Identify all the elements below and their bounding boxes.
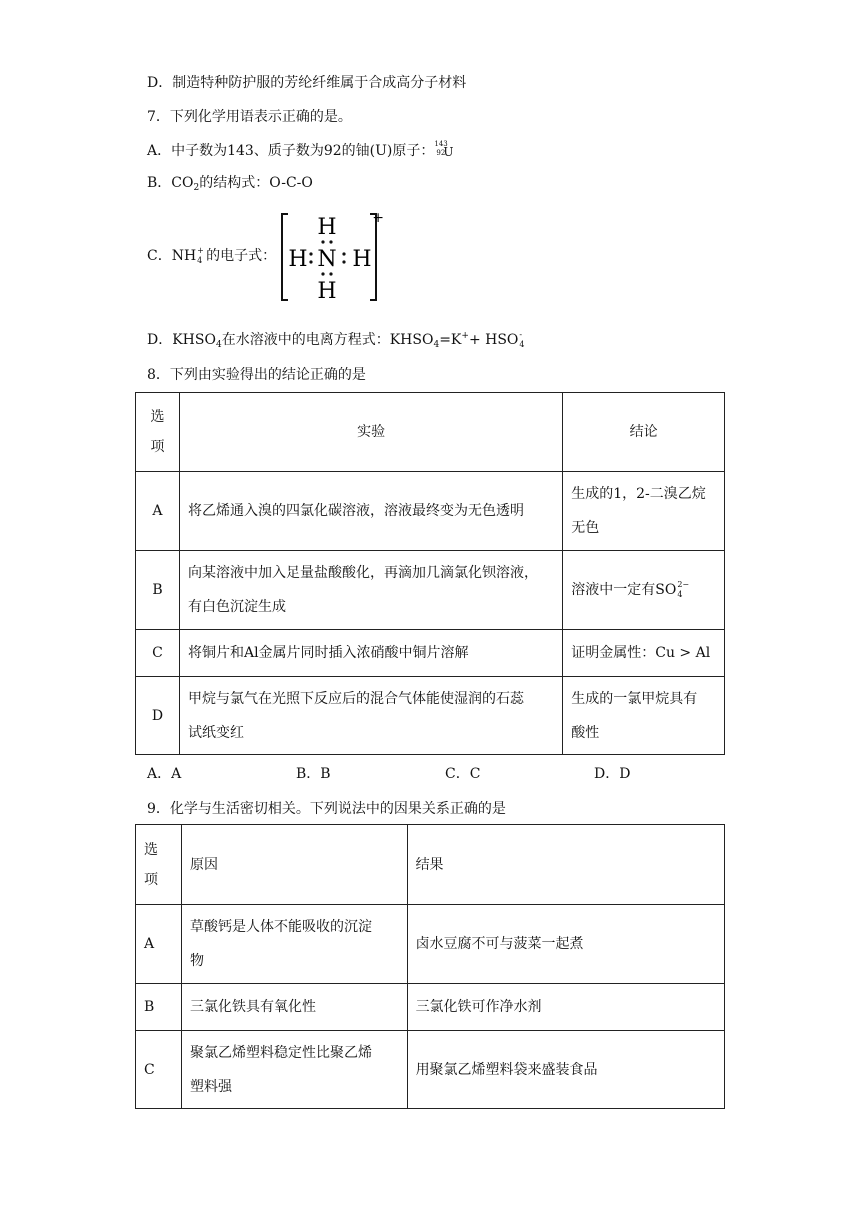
conclusion-line-1: 生成的一氯甲烷具有 <box>571 690 698 707</box>
lewis-h-bottom: H <box>317 279 337 304</box>
row-cause: 三氯化铁具有氧化性 <box>181 984 407 1031</box>
row-conclusion <box>563 551 725 630</box>
header-option <box>136 825 182 905</box>
row-result: 用聚氯乙烯塑料袋来盛装食品 <box>407 1031 724 1109</box>
row-experiment <box>179 551 562 630</box>
ammonium-index <box>196 246 206 266</box>
bisulfate-charge: - <box>519 330 523 339</box>
q7-option-d-sub: 4 <box>215 340 222 350</box>
row-result: 三氯化铁可作净水剂 <box>407 984 724 1031</box>
sulfate-subscript: 4 <box>677 590 683 599</box>
row-conclusion <box>563 677 725 755</box>
q7-option-d-sub2: 4 <box>433 340 440 350</box>
row-conclusion: 证明金属性：Cu > Al <box>563 630 725 677</box>
row-option: D <box>136 677 180 755</box>
q7-option-a-text: A．中子数为143、质子数为92的铀(U)原子： <box>147 143 435 159</box>
element-symbol: U <box>443 145 454 159</box>
row-option: A <box>136 905 182 984</box>
experiment-line-1: 甲烷与氯气在光照下反应后的混合气体能使湿润的石蕊 <box>187 690 524 707</box>
experiment-line-2: 试纸变红 <box>187 724 244 741</box>
table-header-row <box>136 393 725 472</box>
row-experiment <box>179 677 562 755</box>
q7-option-b-post: 的结构式：O-C-O <box>199 175 313 191</box>
ammonium-subscript: 4 <box>197 256 203 265</box>
cause-line-1: 草酸钙是人体不能吸收的沉淀 <box>189 919 372 935</box>
q7-option-c <box>147 246 276 266</box>
experiment-line-1: 向某溶液中加入足量盐酸酸化，再滴加几滴氯化钡溶液， <box>187 565 538 581</box>
q7-option-d-mid: 在水溶液中的电离方程式：KHSO <box>221 332 434 348</box>
lewis-h-left: H <box>288 247 308 272</box>
row-result: 卤水豆腐不可与菠菜一起煮 <box>407 905 724 984</box>
row-option: A <box>136 472 180 551</box>
table-row <box>136 1031 725 1109</box>
header-conclusion: 结论 <box>563 393 725 472</box>
row-option: B <box>136 551 180 630</box>
q7-option-d-pre: D．KHSO <box>147 332 216 348</box>
row-conclusion <box>563 472 725 551</box>
q7-option-d-plus: + HSO <box>468 332 519 348</box>
q7-option-a <box>147 140 454 161</box>
row-cause <box>181 1031 407 1109</box>
conclusion-line-1: 溶液中一定有SO <box>571 582 677 598</box>
cause-line-2: 塑料强 <box>189 1078 232 1095</box>
experiment-line-2: 有白色沉淀生成 <box>187 599 286 615</box>
lewis-n-center: N <box>317 247 337 272</box>
row-experiment: 将铜片和Al金属片同时插入浓硝酸中铜片溶解 <box>179 630 562 677</box>
row-option: C <box>136 630 180 677</box>
table-row <box>136 551 725 630</box>
q8-choice-d: D．D <box>594 766 631 782</box>
header-cause: 原因 <box>181 825 407 905</box>
q8-choice-b: B．B <box>296 766 331 782</box>
q7-option-c-pre: C．NH <box>147 248 197 264</box>
q7-stem: 7．下列化学用语表示正确的是。 <box>147 109 352 125</box>
conclusion-line-1: 生成的1，2-二溴乙烷 <box>571 486 706 502</box>
conclusion-line-2: 无色 <box>571 520 600 536</box>
header-option-b: 项 <box>144 871 158 888</box>
table-header-row <box>136 825 725 905</box>
uranium-nuclide-symbol <box>434 140 454 161</box>
ammonium-charge: + <box>197 246 204 255</box>
header-option-a: 选 <box>144 841 158 858</box>
header-experiment: 实验 <box>179 393 562 472</box>
header-result: 结果 <box>407 825 724 905</box>
q7-option-d <box>147 326 528 355</box>
q7-option-b <box>147 173 313 198</box>
lewis-charge: + <box>372 210 384 226</box>
q7-option-d-sup: + <box>461 331 469 341</box>
q9-table <box>135 824 725 1109</box>
row-cause <box>181 905 407 984</box>
table-row <box>136 984 725 1031</box>
row-option: B <box>136 984 182 1031</box>
bisulfate-index <box>518 330 528 350</box>
lewis-h-top: H <box>317 215 337 240</box>
header-option-b: 项 <box>150 439 165 455</box>
row-option: C <box>136 1031 182 1109</box>
sulfate-charge: 2− <box>677 580 690 589</box>
q7-option-c-post: 的电子式： <box>206 248 277 264</box>
q8-choice-a: A．A <box>147 766 182 782</box>
table-row <box>136 472 725 551</box>
lewis-h-right: H <box>352 247 372 272</box>
q8-stem: 8．下列由实验得出的结论正确的是 <box>147 367 366 383</box>
sulfate-index <box>676 580 696 600</box>
mass-number: 143 <box>434 140 448 148</box>
cause-line-1: 聚氯乙烯塑料稳定性比聚乙烯 <box>189 1044 372 1061</box>
header-option-a: 选 <box>150 409 165 425</box>
q7-option-d-mid2: =K <box>439 332 462 348</box>
ammonium-lewis-structure <box>278 210 388 304</box>
cause-line-2: 物 <box>189 953 204 969</box>
q8-choice-c: C．C <box>445 766 481 782</box>
q7-option-b-pre: B．CO <box>147 175 194 191</box>
q6-option-d: D．制造特种防护服的芳纶纤维属于合成高分子材料 <box>147 75 467 91</box>
table-row <box>136 905 725 984</box>
atomic-number: 92 <box>436 149 446 157</box>
conclusion-line-2: 酸性 <box>571 724 600 741</box>
q8-table <box>135 392 725 755</box>
q9-stem: 9．化学与生活密切相关。下列说法中的因果关系正确的是 <box>147 801 506 817</box>
table-row <box>136 630 725 677</box>
bisulfate-subscript: 4 <box>519 340 525 349</box>
q7-option-b-sub: 2 <box>193 183 200 193</box>
header-option <box>136 393 180 472</box>
table-row <box>136 677 725 755</box>
row-experiment: 将乙烯通入溴的四氯化碳溶液，溶液最终变为无色透明 <box>179 472 562 551</box>
